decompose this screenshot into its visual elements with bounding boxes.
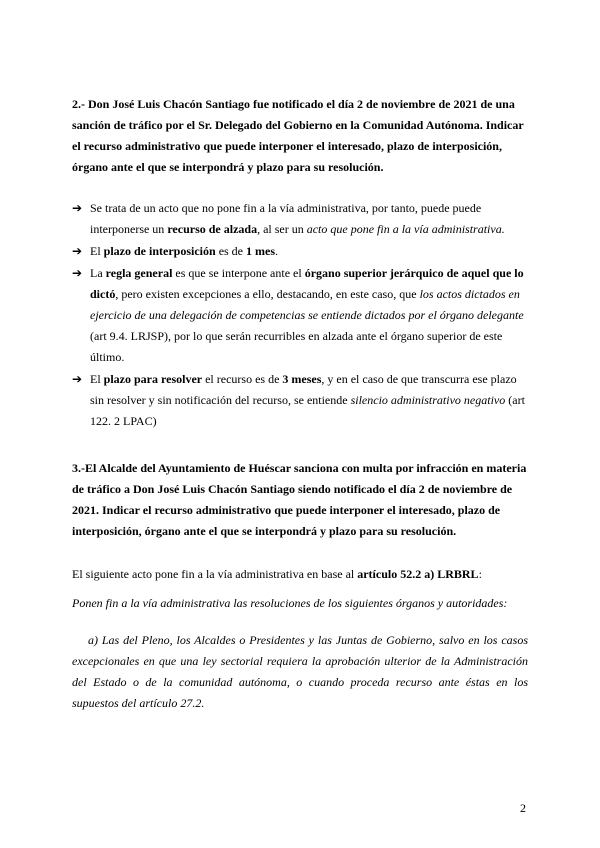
arrow-bullet-icon: ➔ — [72, 244, 83, 258]
answer-text: El — [90, 244, 104, 258]
answer-list-q2 — [72, 198, 528, 432]
answer-italic: acto que pone fin a la vía administrativa. — [306, 222, 505, 236]
question-2: 2.- Don José Luis Chacón Santiago fue notificado el día 2 de noviembre de 2021 de una sanción de tráfico por el Sr. Delegado del Gobierno en la Comunidad Autónoma. Indicar el recurso administrativo que puede interponer el interesado, plazo de interposición, órgano ante el que se interpondrá y plazo para su resolución. — [72, 97, 524, 174]
answer-text: (art 9.4. LRJSP), por lo que serán recurribles en alzada ante el órgano superior de este último. — [90, 329, 503, 364]
answer-item-plazo-resolver — [72, 369, 528, 432]
answer-text: el recurso es de — [202, 372, 283, 386]
answer-bold: órgano superior jerárquico de aquel que lo dictó — [90, 266, 524, 301]
answer-text: Se trata de un acto que no pone fin a la vía administrativa, por tanto, puede puede interponerse un — [90, 201, 482, 236]
page-number: 2 — [520, 801, 526, 815]
answer-text: , al ser un — [257, 222, 307, 236]
legal-italic-line: Ponen fin a la vía administrativa las resoluciones de los siguientes órganos y autoridades: — [72, 596, 508, 610]
answer-text: (art 122. 2 LPAC) — [90, 393, 525, 428]
answer-bold: recurso de alzada — [167, 222, 258, 236]
answer-text: , y en el caso de que transcurra ese plazo sin resolver y sin notificación del recurso, se entiende — [90, 372, 517, 407]
answer-bold: regla general — [105, 266, 173, 280]
legal-quote: a) Las del Pleno, los Alcaldes o Presidentes y las Juntas de Gobierno, salvo en los casos excepcionales en que una ley sectorial requiera la aprobación ulterior de la Administración del Estado o de la comunidad autónoma, o cuando proceda recurso ante éstas en los supuestos del artículo 27.2. — [72, 633, 528, 710]
intro-text: : — [478, 567, 482, 581]
answer-text: La — [90, 266, 106, 280]
intro-bold: artículo 52.2 a) LRBRL — [357, 567, 479, 581]
answer-italic: los actos dictados en ejercicio de una delegación de competencias se entiende dictados por el órgano delegante — [90, 287, 524, 322]
answer-text: El — [90, 372, 104, 386]
answer-item-organo — [72, 263, 528, 368]
answer-item-recurso — [72, 198, 528, 240]
answer-text: . — [275, 244, 279, 258]
answer-bold: plazo para resolver — [103, 372, 203, 386]
question-3: 3.-El Alcalde del Ayuntamiento de Huéscar sanciona con multa por infracción en materia de tráfico a Don José Luis Chacón Santiago siendo notificado el día 2 de noviembre de 2021. Indicar el recurso administrativo que puede interponer el interesado, plazo de interposición, órgano ante el que se interpondrá y plazo para su resolución. — [72, 461, 527, 538]
arrow-bullet-icon: ➔ — [72, 372, 83, 386]
answer-text: es de — [215, 244, 247, 258]
intro-text: El siguiente acto pone fin a la vía administrativa en base al — [72, 567, 358, 581]
answer-item-plazo-interposicion — [72, 241, 528, 262]
intro-paragraph — [72, 564, 528, 585]
arrow-bullet-icon: ➔ — [72, 266, 83, 280]
answer-text: es que se interpone ante el — [172, 266, 305, 280]
answer-bold: plazo de interposición — [103, 244, 216, 258]
answer-bold: 1 mes — [246, 244, 276, 258]
answer-text: , pero existen excepciones a ello, destacando, en este caso, que — [115, 287, 420, 301]
answer-bold: 3 meses — [282, 372, 322, 386]
answer-italic: silencio administrativo negativo — [350, 393, 506, 407]
arrow-bullet-icon: ➔ — [72, 201, 83, 215]
